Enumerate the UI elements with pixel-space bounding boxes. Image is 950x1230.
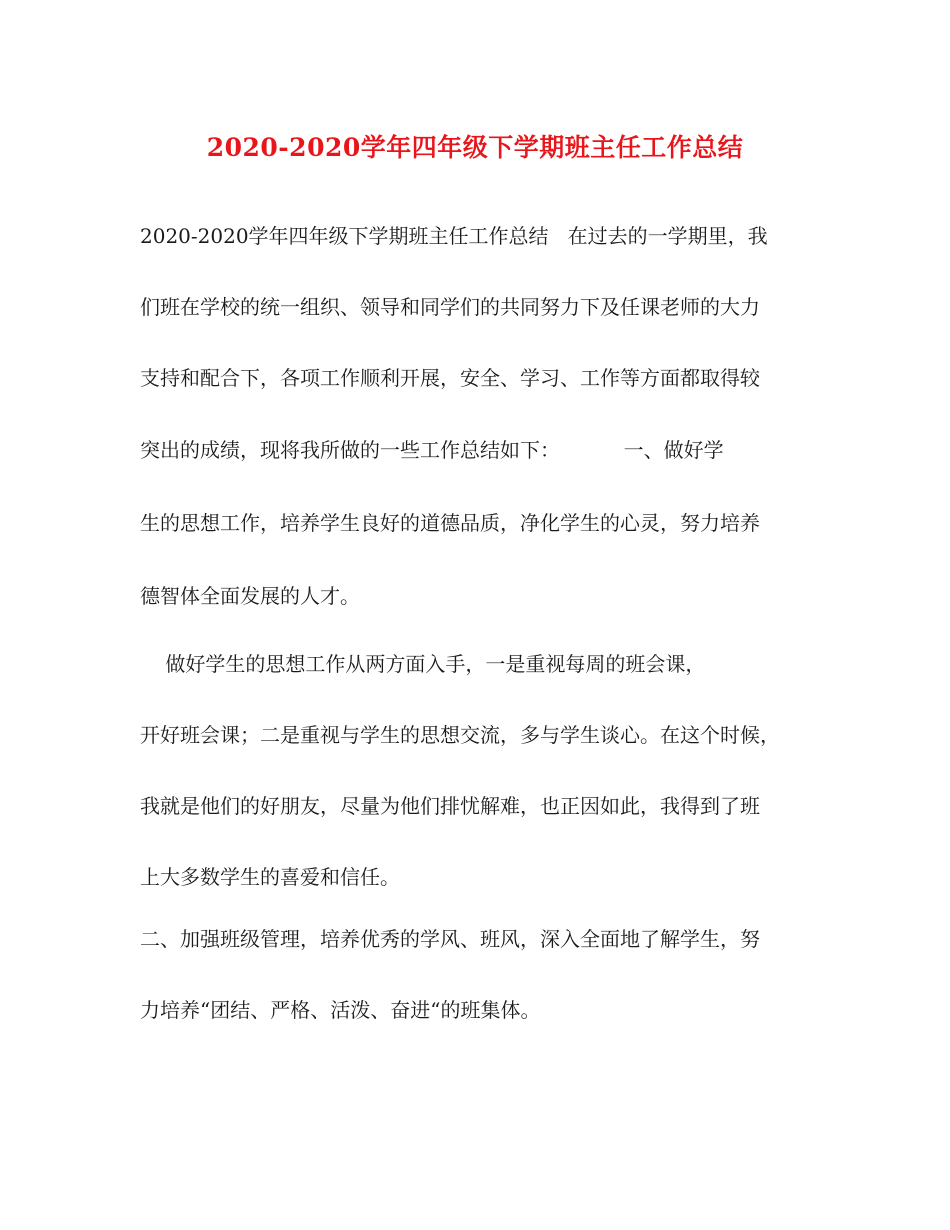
body-line-1: 2020-2020学年四年级下学期班主任工作总结 在过去的一学期里，我 [140, 224, 768, 248]
body-line-2: 们班在学校的统一组织、领导和同学们的共同努力下及任课老师的大力 [140, 295, 760, 319]
body-line-11: 二、加强班级管理，培养优秀的学风、班风，深入全面地了解学生，努 [140, 927, 760, 951]
body-line-6: 德智体全面发展的人才。 [140, 584, 360, 608]
body-line-4: 突出的成绩，现将我所做的一些工作总结如下： 一、做好学 [140, 438, 724, 462]
body-line-3: 支持和配合下，各项工作顺利开展，安全、学习、工作等方面都取得较 [140, 366, 760, 390]
document-title: 2020-2020学年四年级下学期班主任工作总结 [206, 133, 744, 162]
body-line-9: 我就是他们的好朋友，尽量为他们排忧解难，也正因如此，我得到了班 [140, 794, 760, 818]
body-line-7: 做好学生的思想工作从两方面入手，一是重视每周的班会课， [140, 652, 706, 676]
body-line-8: 开好班会课；二是重视与学生的思想交流，多与学生谈心。在这个时候， [140, 723, 780, 747]
body-line-5: 生的思想工作，培养学生良好的道德品质，净化学生的心灵，努力培养 [140, 511, 760, 535]
body-line-12: 力培养“团结、严格、活泼、奋进“的班集体。 [140, 998, 541, 1022]
body-line-10: 上大多数学生的喜爱和信任。 [140, 865, 400, 889]
